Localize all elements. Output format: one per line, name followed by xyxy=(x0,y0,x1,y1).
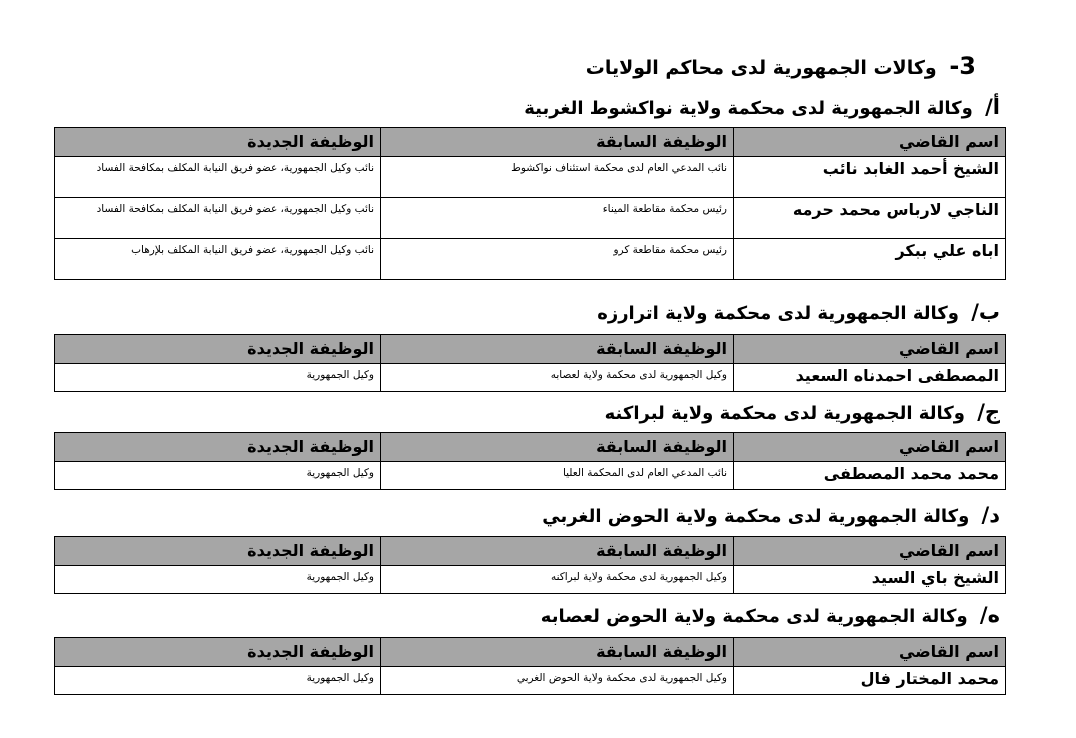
table-section-a xyxy=(54,127,1006,280)
new-position: نائب وكيل الجمهورية، عضو فريق النيابة المكلف بمكافحة الفساد xyxy=(55,157,381,198)
previous-position: وكيل الجمهورية لدى محكمة ولاية لعصابه xyxy=(381,364,734,392)
header-new: الوظيفة الجديدة xyxy=(55,537,381,566)
judge-name: المصطفى احمدناه السعيد xyxy=(734,364,1006,392)
table-header-row xyxy=(55,433,1006,462)
section-title: وكالة الجمهورية لدى محكمة ولاية نواكشوط الغربية xyxy=(524,98,973,119)
main-heading-number: 3- xyxy=(949,52,976,80)
section-title: وكالة الجمهورية لدى محكمة ولاية الحوض لعصابه xyxy=(540,606,968,627)
previous-position: نائب المدعي العام لدى المحكمة العليا xyxy=(381,462,734,490)
table-row xyxy=(55,198,1006,239)
header-name: اسم القاضي xyxy=(734,638,1006,667)
table-header-row xyxy=(55,335,1006,364)
header-new: الوظيفة الجديدة xyxy=(55,638,381,667)
section-heading-a xyxy=(524,95,1000,119)
header-previous: الوظيفة السابقة xyxy=(381,638,734,667)
header-new: الوظيفة الجديدة xyxy=(55,433,381,462)
table-row xyxy=(55,239,1006,280)
table-row xyxy=(55,157,1006,198)
section-letter: ه/ xyxy=(979,603,1000,627)
table-row xyxy=(55,462,1006,490)
judge-name: محمد محمد المصطفى xyxy=(734,462,1006,490)
table-section-e xyxy=(54,637,1006,695)
main-heading-text: وكالات الجمهورية لدى محاكم الولايات xyxy=(585,57,937,79)
section-heading-c xyxy=(605,400,1000,424)
new-position: وكيل الجمهورية xyxy=(55,364,381,392)
previous-position: وكيل الجمهورية لدى محكمة ولاية الحوض الغربي xyxy=(381,667,734,695)
table-row xyxy=(55,364,1006,392)
header-name: اسم القاضي xyxy=(734,335,1006,364)
header-previous: الوظيفة السابقة xyxy=(381,433,734,462)
header-name: اسم القاضي xyxy=(734,433,1006,462)
table-row xyxy=(55,667,1006,695)
previous-position: وكيل الجمهورية لدى محكمة ولاية لبراكنه xyxy=(381,566,734,594)
header-previous: الوظيفة السابقة xyxy=(381,128,734,157)
judge-name: الشيخ أحمد الغابد نائب xyxy=(734,157,1006,198)
section-letter: أ/ xyxy=(985,95,1000,119)
table-header-row xyxy=(55,537,1006,566)
table-section-c xyxy=(54,432,1006,490)
table-header-row xyxy=(55,638,1006,667)
header-previous: الوظيفة السابقة xyxy=(381,537,734,566)
header-new: الوظيفة الجديدة xyxy=(55,128,381,157)
main-heading xyxy=(586,52,976,80)
judge-name: الناجي لارباس محمد حرمه xyxy=(734,198,1006,239)
new-position: وكيل الجمهورية xyxy=(55,667,381,695)
section-letter: ج/ xyxy=(977,400,1000,424)
section-heading-e xyxy=(541,603,1000,627)
previous-position: رئيس محكمة مقاطعة كرو xyxy=(381,239,734,280)
previous-position: رئيس محكمة مقاطعة الميناء xyxy=(381,198,734,239)
new-position: وكيل الجمهورية xyxy=(55,566,381,594)
previous-position: نائب المدعي العام لدى محكمة استئناف نواكشوط xyxy=(381,157,734,198)
new-position: نائب وكيل الجمهورية، عضو فريق النيابة المكلف بلإرهاب xyxy=(55,239,381,280)
header-name: اسم القاضي xyxy=(734,537,1006,566)
section-heading-b xyxy=(597,300,1000,324)
section-heading-d xyxy=(542,503,1000,527)
section-letter: د/ xyxy=(981,503,1000,527)
section-title: وكالة الجمهورية لدى محكمة ولاية اترارزه xyxy=(597,303,959,324)
judge-name: اباه علي ببكر xyxy=(734,239,1006,280)
section-title: وكالة الجمهورية لدى محكمة ولاية الحوض الغربي xyxy=(542,506,970,527)
header-name: اسم القاضي xyxy=(734,128,1006,157)
section-letter: ب/ xyxy=(971,300,1000,324)
table-row xyxy=(55,566,1006,594)
judge-name: الشيخ باي السيد xyxy=(734,566,1006,594)
section-title: وكالة الجمهورية لدى محكمة ولاية لبراكنه xyxy=(604,403,965,424)
judge-name: محمد المختار فال xyxy=(734,667,1006,695)
table-section-d xyxy=(54,536,1006,594)
new-position: نائب وكيل الجمهورية، عضو فريق النيابة المكلف بمكافحة الفساد xyxy=(55,198,381,239)
table-header-row xyxy=(55,128,1006,157)
table-section-b xyxy=(54,334,1006,392)
header-previous: الوظيفة السابقة xyxy=(381,335,734,364)
new-position: وكيل الجمهورية xyxy=(55,462,381,490)
header-new: الوظيفة الجديدة xyxy=(55,335,381,364)
